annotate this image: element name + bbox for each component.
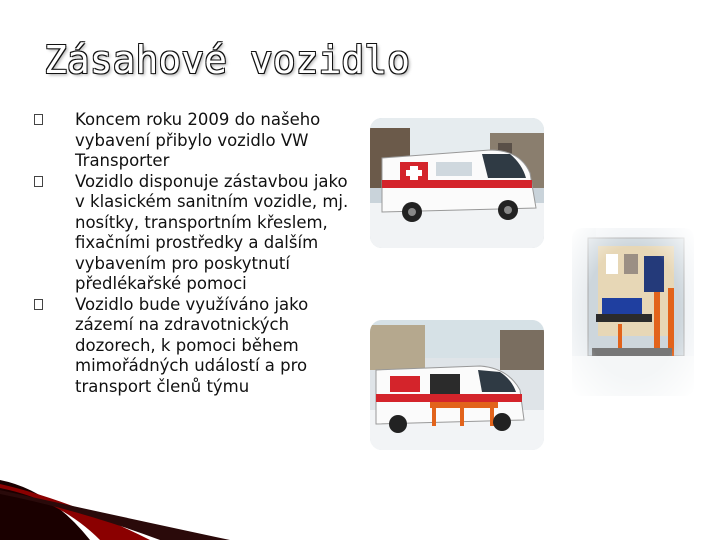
slide-title: Zásahové vozidlo: [44, 38, 411, 82]
bullet-text: Koncem roku 2009 do našeho vybavení přibylo vozidlo VW Transporter: [75, 110, 321, 170]
ambulance-side-view-photo: [370, 118, 544, 248]
bullet-marker-icon: [34, 114, 43, 125]
bullet-list: [32, 110, 362, 397]
bullet-marker-icon: [34, 176, 43, 187]
bullet-marker-icon: [34, 299, 43, 310]
bullet-item: [32, 295, 362, 398]
ambulance-interior-rear-photo: [572, 228, 694, 396]
bullet-item: [32, 110, 362, 172]
bullet-item: [32, 172, 362, 295]
ambulance-with-stretcher-photo: [370, 320, 544, 450]
bullet-text: Vozidlo disponuje zástavbou jako v klasickém sanitním vozidle, mj. nosítky, transportním křeslem, fixačními prostředky a dalším vybavením pro poskytnutí předlékařské pomoci: [75, 171, 349, 293]
bullet-text: Vozidlo bude využíváno jako zázemí na zdravotnických dozorech, k pomoci během mimořádných událostí a pro transport členů týmu: [75, 294, 309, 396]
footer-swoosh-decoration: [0, 450, 720, 540]
